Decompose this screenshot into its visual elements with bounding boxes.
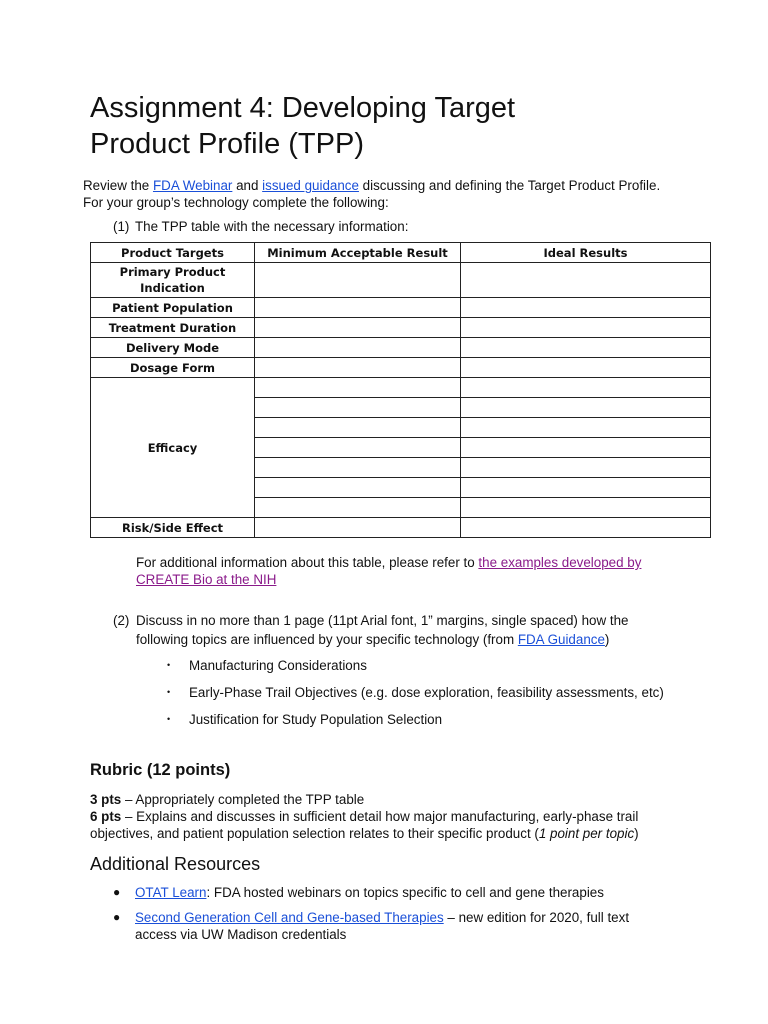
table-row	[91, 263, 711, 298]
intro-text-3: discussing and defining the Target Product Profile. For your group’s technology complete the following:	[83, 178, 661, 210]
rubric-body	[90, 791, 680, 842]
topic-text: Manufacturing Considerations	[189, 658, 367, 673]
rubric-italic: 1 point per topic	[538, 826, 635, 841]
header-product-targets: Product Targets	[91, 243, 255, 263]
table-cell[interactable]	[255, 378, 461, 398]
row-label-efficacy: Efficacy	[91, 378, 255, 518]
otat-learn-link[interactable]: OTAT Learn	[135, 885, 207, 900]
table-cell[interactable]	[255, 338, 461, 358]
list-item	[165, 656, 665, 675]
list-number: (2)	[113, 613, 130, 628]
table-row	[91, 338, 711, 358]
resource-text: – new edition for 2020, full text access via UW Madison credentials	[135, 910, 630, 942]
table-row	[91, 518, 711, 538]
bullet-icon: •	[167, 714, 171, 724]
table-cell[interactable]	[461, 438, 711, 458]
table-row	[91, 378, 711, 398]
note-text: For additional information about this table, please refer to	[136, 555, 479, 570]
page-title	[90, 90, 690, 162]
bullet-icon: ●	[113, 885, 121, 899]
title-line-1: Assignment 4: Developing Target	[90, 92, 516, 124]
rubric-item-1	[90, 791, 680, 808]
table-cell[interactable]	[461, 518, 711, 538]
table-cell[interactable]	[255, 263, 461, 298]
rubric-heading: Rubric (12 points)	[90, 761, 231, 779]
row-label-treatment-duration: Treatment Duration	[91, 318, 255, 338]
rubric-end: )	[634, 826, 639, 841]
topic-text: Justification for Study Population Selection	[189, 712, 443, 727]
title-line-2: Product Profile (TPP)	[90, 128, 364, 160]
table-cell[interactable]	[461, 498, 711, 518]
bullet-icon: •	[167, 687, 171, 697]
table-cell[interactable]	[461, 478, 711, 498]
row-label-primary-indication: Primary Product Indication	[91, 263, 255, 298]
table-note	[136, 554, 676, 588]
table-cell[interactable]	[255, 518, 461, 538]
table-cell[interactable]	[255, 438, 461, 458]
table-cell[interactable]	[255, 398, 461, 418]
table-row	[91, 358, 711, 378]
row-label-patient-population: Patient Population	[91, 298, 255, 318]
list-item-1	[113, 218, 408, 235]
table-cell[interactable]	[461, 298, 711, 318]
table-header-row	[91, 243, 711, 263]
header-ideal-results: Ideal Results	[461, 243, 711, 263]
table-cell[interactable]	[461, 358, 711, 378]
bullet-icon: ●	[113, 910, 121, 924]
table-cell[interactable]	[255, 358, 461, 378]
rubric-text: – Appropriately completed the TPP table	[121, 792, 365, 807]
row-label-dosage-form: Dosage Form	[91, 358, 255, 378]
table-cell[interactable]	[255, 478, 461, 498]
table-cell[interactable]	[255, 418, 461, 438]
intro-paragraph	[83, 177, 683, 211]
additional-resources-heading: Additional Resources	[90, 854, 261, 874]
resource-text: : FDA hosted webinars on topics specific to cell and gene therapies	[206, 885, 604, 900]
fda-webinar-link[interactable]: FDA Webinar	[152, 178, 233, 193]
table-cell[interactable]	[461, 378, 711, 398]
table-cell[interactable]	[255, 318, 461, 338]
table-row	[91, 298, 711, 318]
row-label-delivery-mode: Delivery Mode	[91, 338, 255, 358]
table-cell[interactable]	[461, 458, 711, 478]
create-bio-examples-link[interactable]: the examples developed by CREATE Bio at the NIH	[136, 555, 642, 587]
table-cell[interactable]	[461, 263, 711, 298]
list-item-text	[136, 611, 673, 649]
table-cell[interactable]	[461, 318, 711, 338]
rubric-points: 3 pts	[90, 792, 122, 807]
second-generation-therapies-link[interactable]: Second Generation Cell and Gene-based Therapies	[135, 910, 444, 925]
list-item	[165, 683, 665, 702]
header-minimum-acceptable: Minimum Acceptable Result	[255, 243, 461, 263]
table-cell[interactable]	[255, 298, 461, 318]
tpp-table	[90, 242, 711, 538]
table-cell[interactable]	[255, 458, 461, 478]
rubric-item-2	[90, 808, 680, 842]
list-number: (1)	[113, 219, 130, 234]
list-item-text: The TPP table with the necessary information:	[135, 219, 409, 234]
table-cell[interactable]	[461, 338, 711, 358]
list-item	[113, 884, 673, 901]
table-row	[91, 318, 711, 338]
rubric-text: – Explains and discusses in sufficient detail how major manufacturing, early-phase trail objectives, and patient population selection relates to their specific product (	[90, 809, 639, 841]
fda-guidance-link[interactable]: FDA Guidance	[517, 632, 605, 647]
topics-list	[165, 656, 665, 737]
bullet-icon: •	[167, 660, 171, 670]
item2-text: Discuss in no more than 1 page (11pt Arial font, 1” margins, single spaced) how the following topics are influenced by your specific technology (from	[136, 613, 629, 647]
resources-list	[113, 884, 673, 951]
item2-end: )	[604, 632, 610, 647]
table-cell[interactable]	[255, 498, 461, 518]
list-item	[165, 710, 665, 729]
row-label-risk-side-effect: Risk/Side Effect	[91, 518, 255, 538]
rubric-points: 6 pts	[90, 809, 122, 824]
intro-text-1: Review the	[83, 178, 153, 193]
table-cell[interactable]	[461, 418, 711, 438]
topic-text: Early-Phase Trail Objectives (e.g. dose exploration, feasibility assessments, etc)	[189, 685, 664, 700]
issued-guidance-link[interactable]: issued guidance	[262, 178, 359, 193]
intro-text-2: and	[232, 178, 263, 193]
table-cell[interactable]	[461, 398, 711, 418]
list-item-2	[113, 611, 673, 649]
list-item	[113, 909, 673, 943]
